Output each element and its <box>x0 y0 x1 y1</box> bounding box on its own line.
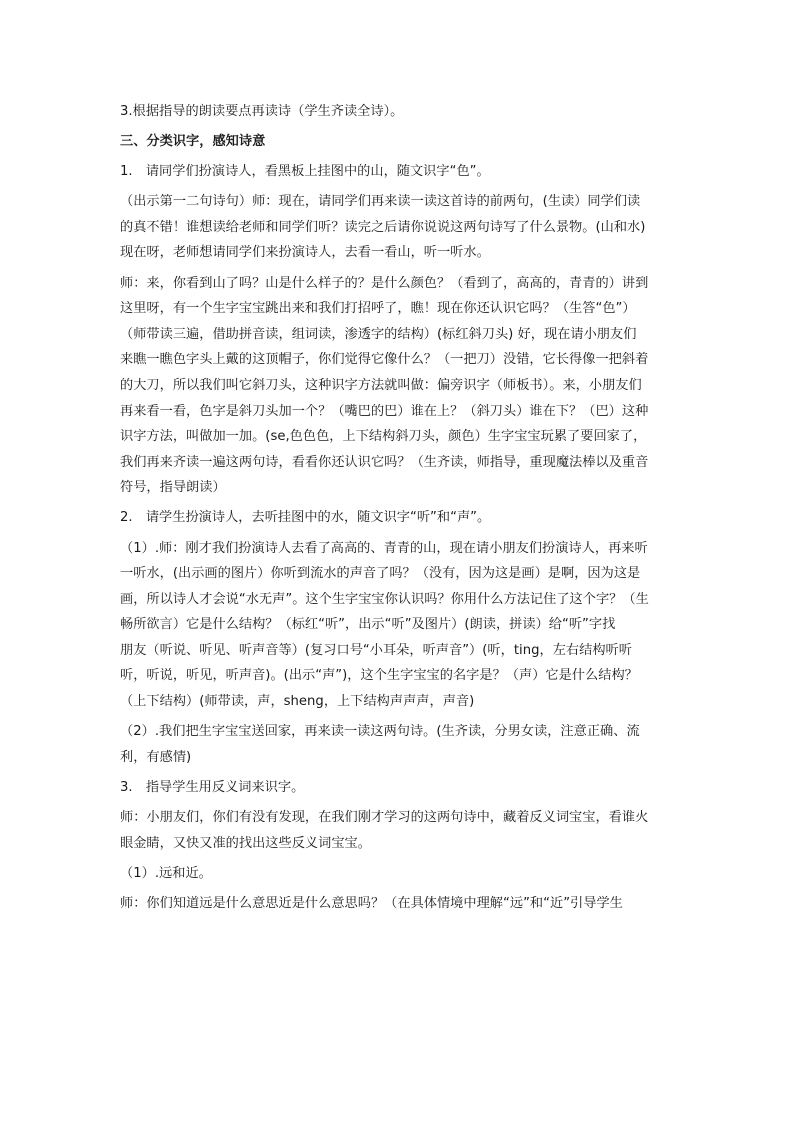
text-line: 利，有感情) <box>120 749 192 765</box>
text-line: （上下结构）(师带读，声，sheng，上下结构声声声，声音) <box>120 694 475 710</box>
document-page <box>120 99 680 916</box>
text-line: （1）.师：刚才我们扮演诗人去看了高高的、青青的山，现在请小朋友们扮演诗人，再来听 <box>120 540 648 556</box>
text-line: 畅所欲言）它是什么结构？（标红“听”，出示“听”及图片）(朗读，拼读）给“听”字找 <box>120 617 616 633</box>
text-line: 再来看一看，色字是斜刀头加一个？（嘴巴的巴）谁在上？（斜刀头）谁在下？（巴）这种 <box>120 403 649 419</box>
text-line: 2. 请学生扮演诗人，去听挂图中的水，随文识字“听”和“声”。 <box>120 510 491 526</box>
text-line: 眼金睛，又快又准的找出这些反义词宝宝。 <box>120 835 371 851</box>
text-line: （2）.我们把生字宝宝送回家，再来读一读这两句诗。(生齐读，分男女读，注意正确、流 <box>120 724 640 740</box>
text-line: 符号，指导朗读） <box>120 480 226 496</box>
text-line: 师：来，你看到山了吗？山是什么样子的？是什么颜色？（看到了，高高的，青青的）讲到 <box>120 275 649 291</box>
text-line: 现在呀，老师想请同学们来扮演诗人，去看一看山，听一听水。 <box>120 245 490 261</box>
text-line: （1）.远和近。 <box>120 865 212 881</box>
text-line: 一听水，(出示画的图片）你听到流水的声音了吗？（没有，因为这是画）是啊，因为这是 <box>120 566 641 582</box>
text-line: 3. 指导学生用反义词来识字。 <box>120 779 305 795</box>
text-line: 3.根据指导的朗读要点再读诗（学生齐读全诗）。 <box>120 104 404 119</box>
text-line: （师带读三遍，借助拼音读，组词读，渗透字的结构）(标红斜刀头) 好，现在请小朋友们 <box>120 326 637 342</box>
text-line: 1. 请同学们扮演诗人，看黑板上挂图中的山，随文识字“色”。 <box>120 164 490 180</box>
text-line: 的真不错！谁想读给老师和同学们听？读完之后请你说说这两句诗写了什么景物。(山和水) <box>120 219 646 235</box>
text-line: 画，所以诗人才会说“水无声”。这个生字宝宝你认识吗？你用什么方法记住了这个字？（生 <box>120 591 649 607</box>
text-line: 这里呀，有一个生字宝宝跳出来和我们打招呼了，瞧！现在你还认识它吗？（生答“色”） <box>120 301 636 317</box>
text-line: 师：你们知道远是什么意思近是什么意思吗？（在具体情境中理解“远”和“近”引导学生 <box>120 895 623 911</box>
text-line: 我们再来齐读一遍这两句诗，看看你还认识它吗？（生齐读，师指导，重现魔法棒以及重音 <box>120 454 649 470</box>
section-heading: 三、分类识字，感知诗意 <box>120 134 266 150</box>
text-line: 朋友（听说、听见、听声音等）(复习口号“小耳朵，听声音”）(听，ting，左右结构听听 <box>120 642 632 658</box>
text-line: （出示第一二句诗句）师：现在，请同学们再来读一读这首诗的前两句，(生读）同学们读 <box>120 194 641 210</box>
text-line: 来瞧一瞧色字头上戴的这顶帽子，你们觉得它像什么？（一把刀）没错，它长得像一把斜着 <box>120 352 649 368</box>
text-line: 识字方法，叫做加一加。(se,色色色，上下结构斜刀头，颜色）生字宝宝玩累了要回家了， <box>120 429 647 445</box>
text-line: 师：小朋友们，你们有没有发现，在我们刚才学习的这两句诗中，藏着反义词宝宝，看谁火 <box>120 809 649 825</box>
text-line: 的大刀，所以我们叫它斜刀头，这种识字方法就叫做：偏旁识字（师板书）。来，小朋友们 <box>120 377 642 393</box>
text-line: 听，听说，听见，听声音)。(出示“声”)，这个生字宝宝的名字是？（声）它是什么结构？ <box>120 668 638 684</box>
